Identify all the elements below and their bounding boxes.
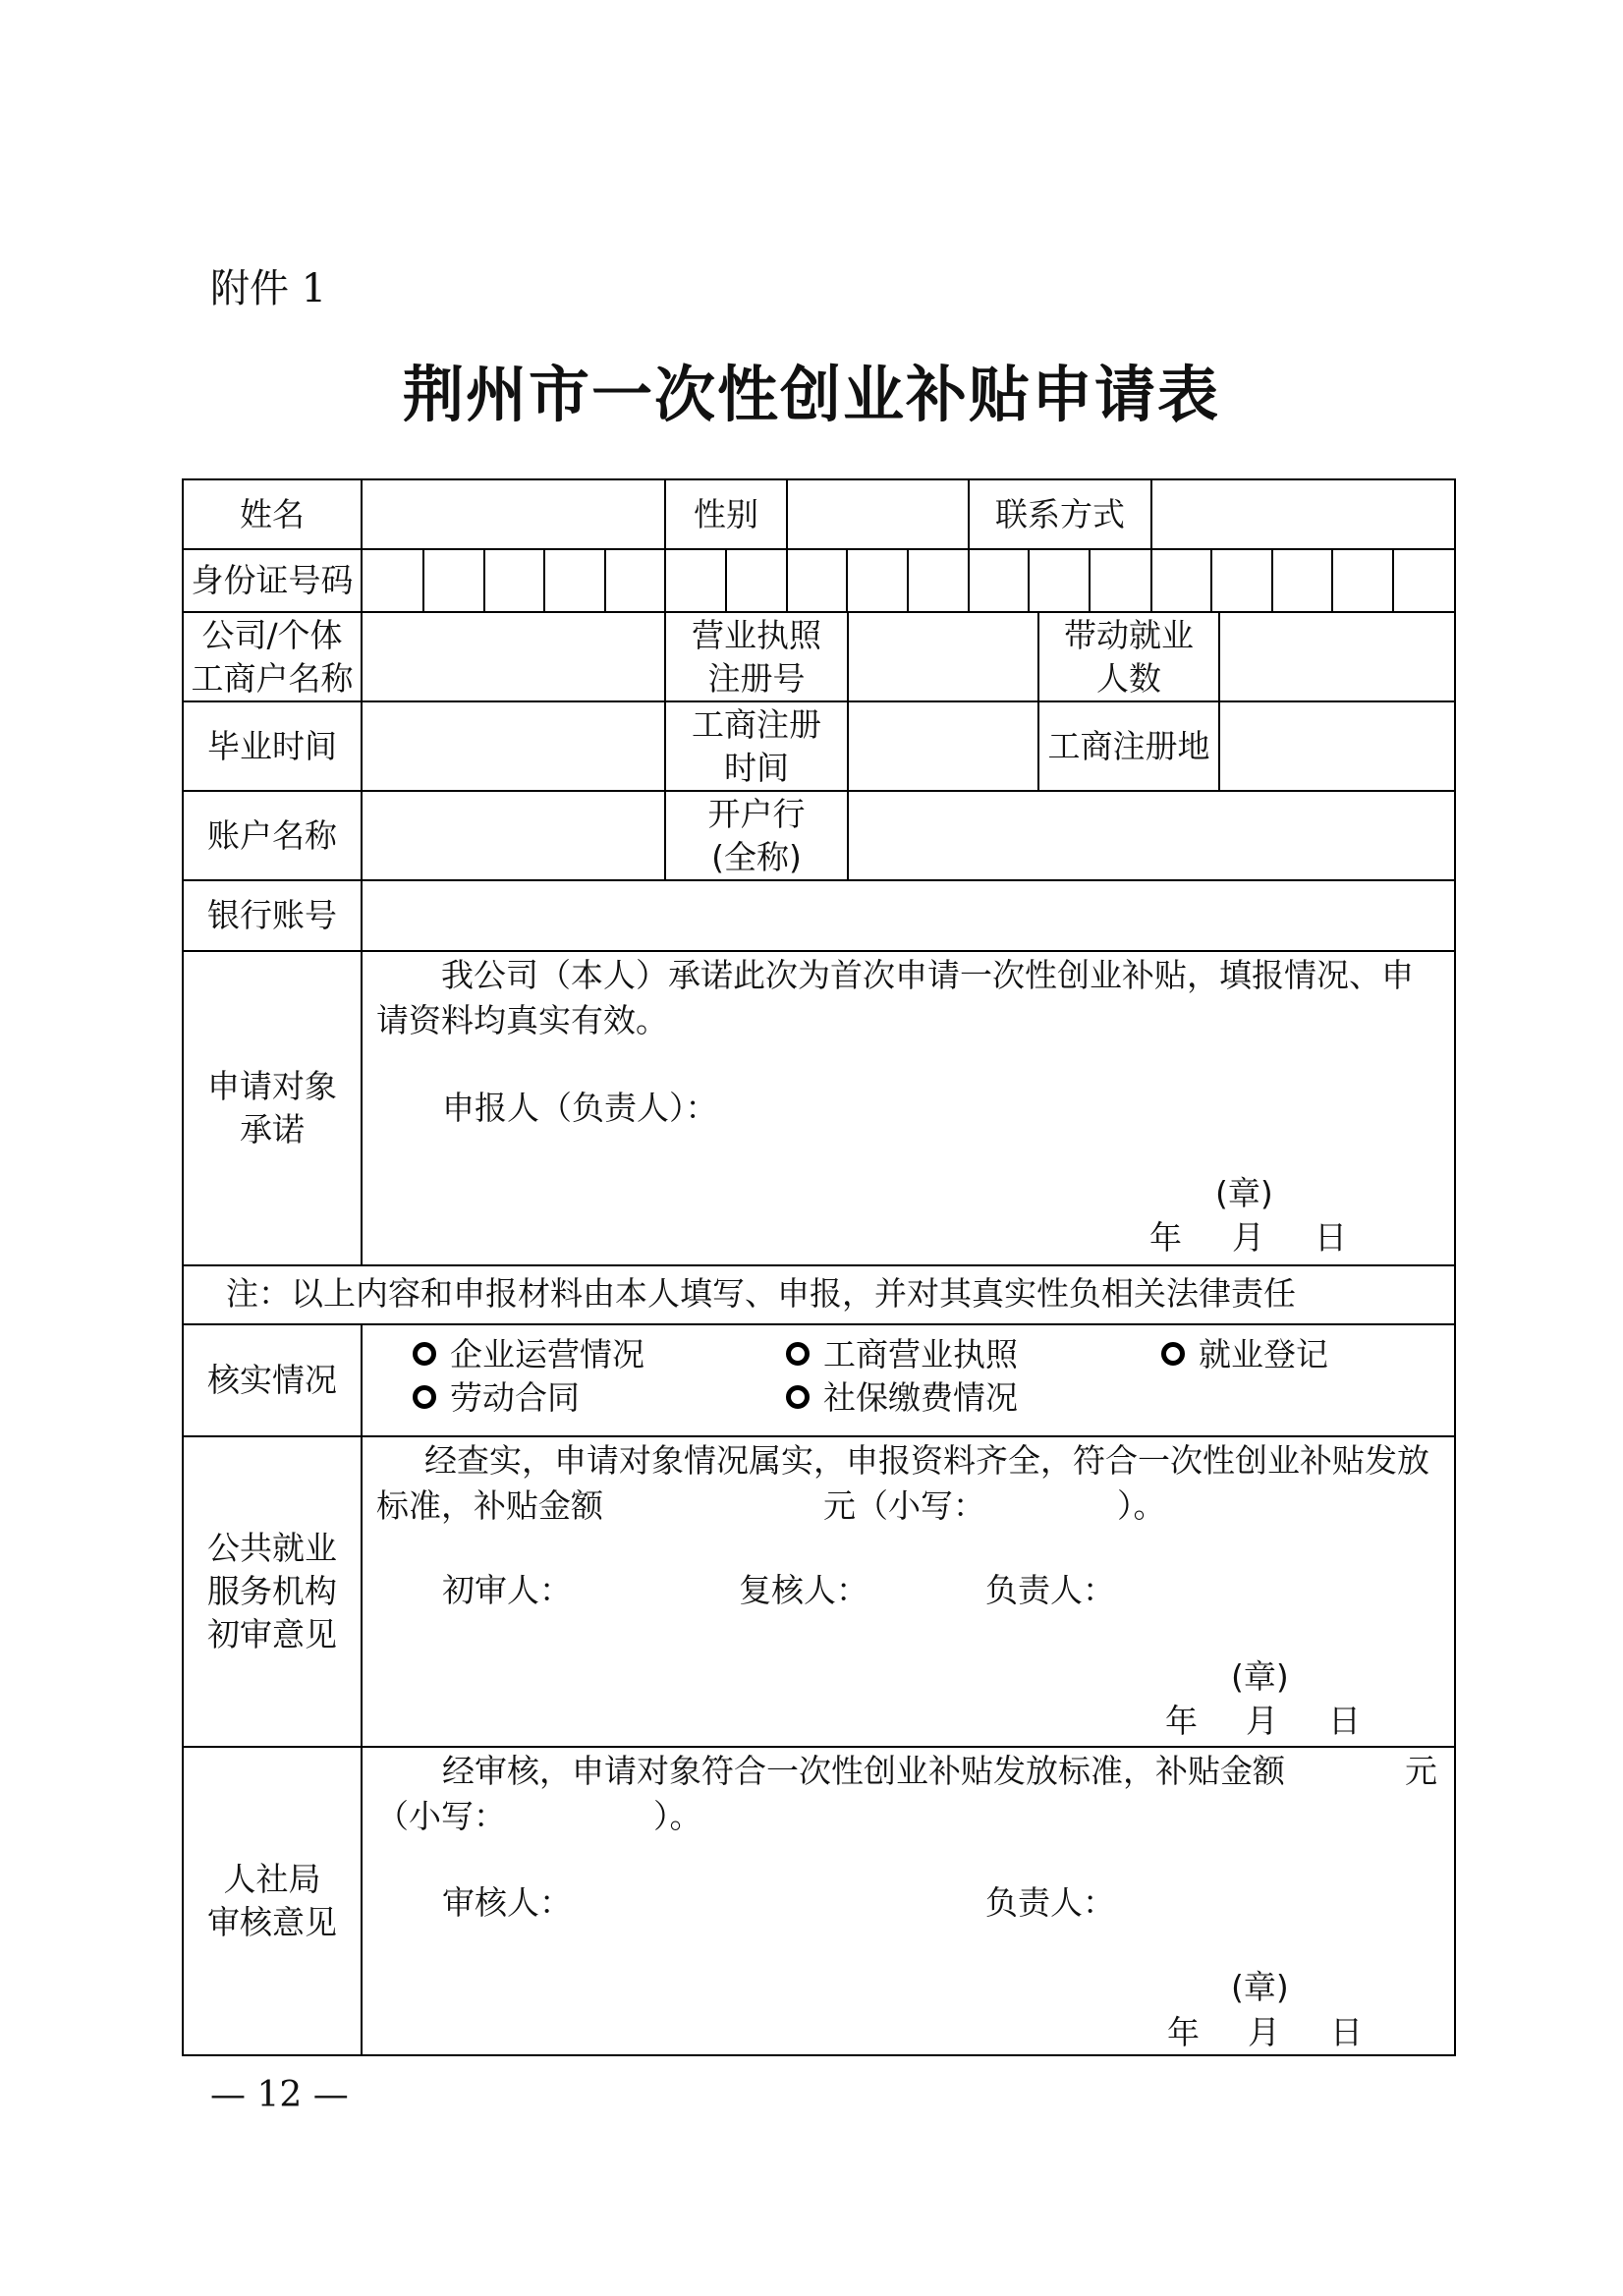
first-reviewer-label: 初审人：: [442, 1571, 572, 1609]
account-name-label: 账户名称: [207, 815, 337, 855]
row-divider: [182, 1435, 1456, 1437]
public-service-text-line2c: ）。: [1117, 1486, 1166, 1525]
radio-circle-icon: [413, 1385, 436, 1409]
gender-field[interactable]: [788, 480, 968, 548]
attachment-label: 附件 1: [210, 266, 327, 311]
rechecker-label: 复核人：: [739, 1571, 868, 1609]
hr-bureau-text-line2b: ）。: [653, 1797, 702, 1835]
radio-circle-icon: [413, 1342, 436, 1366]
contact-label: 联系方式: [995, 494, 1125, 533]
radio-circle-icon: [786, 1385, 810, 1409]
date-year: 年: [1167, 2013, 1200, 2051]
table-border-right: [1454, 478, 1456, 2056]
row-divider: [182, 950, 1456, 952]
check-item-employment-registration[interactable]: 就业登记: [1161, 1332, 1328, 1377]
date-day: 日: [1330, 2013, 1363, 2051]
bank-account-label: 银行账号: [207, 896, 337, 934]
account-name-field[interactable]: [363, 792, 664, 879]
graduation-time-field[interactable]: [363, 702, 664, 790]
company-name-field[interactable]: [363, 613, 664, 700]
responsible-label: 负责人：: [985, 1571, 1115, 1609]
bank-account-field[interactable]: [363, 881, 1454, 950]
promise-label: 申请对象 承诺: [207, 1067, 337, 1148]
legal-note: 注：以上内容和申报材料由本人填写、申报，并对其真实性负相关法律责任: [226, 1274, 1296, 1313]
seal-label: (章): [1231, 1968, 1289, 2006]
id-number-field[interactable]: [363, 550, 1454, 611]
public-service-text-line1: 经查实，申请对象情况属实，申报资料齐全，符合一次性创业补贴发放: [424, 1441, 1429, 1480]
check-item-license[interactable]: 工商营业执照: [786, 1332, 1018, 1377]
row-divider: [182, 1264, 1456, 1266]
registration-place-label: 工商注册地: [1047, 726, 1210, 765]
hr-bureau-text-line1a: 经审核，申请对象符合一次性创业补贴发放标准，补贴金额: [442, 1752, 1285, 1790]
hr-bureau-text-line2a: （小写：: [376, 1797, 506, 1835]
date-month: 月: [1232, 1218, 1264, 1257]
registration-place-field[interactable]: [1220, 702, 1454, 790]
verification-label: 核实情况: [207, 1361, 337, 1399]
company-name-label: 公司/个体 工商户名称: [191, 615, 354, 698]
bank-field[interactable]: [849, 792, 1454, 879]
radio-circle-icon: [1161, 1342, 1185, 1366]
seal-label: (章): [1231, 1657, 1289, 1696]
hr-bureau-label: 人社局 审核意见: [207, 1860, 337, 1941]
label-column-divider: [361, 1323, 363, 2056]
row-divider: [182, 1323, 1456, 1325]
registration-time-field[interactable]: [849, 702, 1037, 790]
contact-field[interactable]: [1152, 480, 1454, 548]
date-year: 年: [1165, 1702, 1198, 1740]
applicant-label: 申报人（负责人）：: [442, 1089, 718, 1127]
date-day: 日: [1328, 1702, 1361, 1740]
promise-text: 我公司（本人）承诺此次为首次申请一次性创业补贴，填报情况、申请资料均真实有效。: [376, 956, 1414, 1039]
hr-bureau-text-line1b: 元: [1405, 1752, 1437, 1790]
radio-circle-icon: [786, 1342, 810, 1366]
check-item-operation[interactable]: 企业运营情况: [413, 1332, 644, 1377]
public-service-text-line2a: 标准，补贴金额: [376, 1486, 603, 1525]
business-license-label: 营业执照 注册号: [692, 615, 821, 698]
form-title: 荆州市一次性创业补贴申请表: [402, 359, 1220, 430]
page-number: — 12 —: [210, 2075, 349, 2115]
row-divider: [182, 1746, 1456, 1748]
public-service-text-line2b: 元（小写：: [823, 1486, 985, 1525]
bank-label: 开户行 (全称): [707, 794, 806, 876]
graduation-time-label: 毕业时间: [207, 726, 337, 765]
date-day: 日: [1315, 1218, 1347, 1257]
seal-label: (章): [1215, 1174, 1273, 1212]
check-item-social-security[interactable]: 社保缴费情况: [786, 1375, 1018, 1421]
employment-count-field[interactable]: [1220, 613, 1454, 700]
name-label: 姓名: [240, 494, 305, 533]
date-month: 月: [1248, 2013, 1280, 2051]
responsible-label: 负责人：: [985, 1883, 1115, 1922]
date-month: 月: [1246, 1702, 1278, 1740]
name-field[interactable]: [363, 480, 664, 548]
public-service-label: 公共就业 服务机构 初审意见: [207, 1529, 337, 1653]
id-number-label: 身份证号码: [191, 561, 354, 599]
check-item-labor-contract[interactable]: 劳动合同: [413, 1375, 580, 1421]
gender-label: 性别: [694, 494, 758, 533]
registration-time-label: 工商注册 时间: [692, 704, 821, 787]
employment-count-label: 带动就业 人数: [1064, 615, 1194, 698]
business-license-field[interactable]: [849, 613, 1037, 700]
reviewer-label: 审核人：: [442, 1883, 572, 1922]
date-year: 年: [1149, 1218, 1182, 1257]
